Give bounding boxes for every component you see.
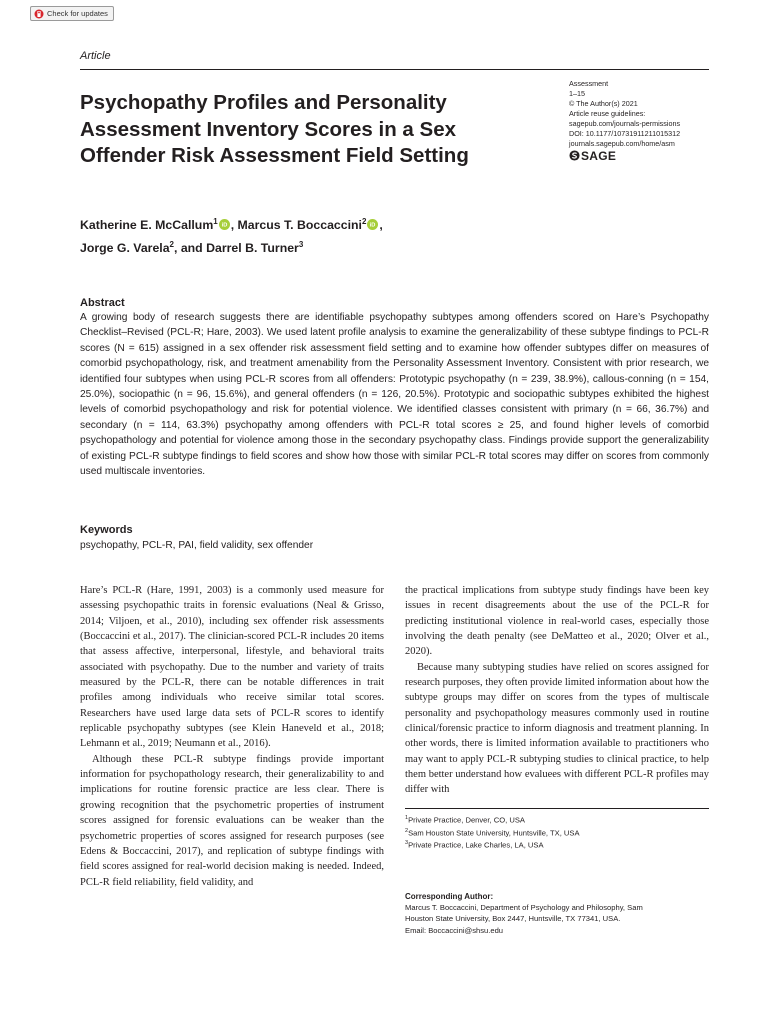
journal-name: Assessment	[569, 79, 609, 88]
body-paragraph: the practical implications from subtype study findings have been key issues in recent disagreements about the use of the PCL-R for predicting institutional violence in real-world cases, especially those involving the death penalty (see DeMatteo et al., 2020; Olver et al., 2020).	[405, 585, 709, 658]
footnote-rule	[405, 808, 709, 809]
affiliation-item	[405, 826, 709, 839]
body-column-right	[405, 583, 709, 798]
body-paragraph: Because many subtyping studies have relied on scores assigned for research purposes, they often provide limited information about how the subtype groups may differ on scores from the types of multiscale personality and psychopathology measures commonly used in routine clinical/forensic practice to inform diagnosis and treatment planning. In other words, there is limited information available to practitioners who may want to apply PCL-R subtyping studies to clinical practice, to help them better understand how evaluees with different PCL-R profiles may differ with	[405, 661, 709, 796]
orcid-icon[interactable]	[219, 219, 230, 230]
author-affiliation-sup: 1	[213, 217, 218, 226]
affiliation-item	[405, 838, 709, 851]
svg-text:iD: iD	[370, 222, 376, 229]
abstract-section	[80, 297, 709, 479]
orcid-icon[interactable]	[367, 219, 378, 230]
keywords-heading: Keywords	[80, 524, 133, 536]
keywords-text: psychopathy, PCL-R, PAI, field validity, sex offender	[80, 540, 314, 551]
body-paragraph: Hare’s PCL-R (Hare, 1991, 2003) is a commonly used measure for assessing psychopathic traits in forensic evaluations (Neal & Grisso, 2014; Viljoen, et al., 2010), including sex offender risk assessments (Boccaccini et al., 2017). The clinician-scored PCL-R includes 20 items that assess affective, interpersonal, lifestyle, and behavioral traits associated with psychopathy. Due to the number and variety of traits measured by the PCL-R, there can be notable differences in trait profiles among individuals who receive similar total scores. Researchers have used large data sets of PCL-R scores to identify replicable psychopathy subtypes (see Klein Haneveld et al., 2018; Lehmann et al., 2019; Neumann et al., 2016).	[80, 585, 384, 750]
affiliation-sup: 2	[405, 827, 409, 834]
body-paragraph: Although these PCL-R subtype findings provide important information for psychopathology research, their generalizability to and implications for routine forensic practice are less clear. There is growing recognition that the psychometric properties of instrument scores assigned for forensic evaluations can be weaker than the psychometric properties of scores assigned for research purposes (see Edens & Boccaccini, 2017), and replication of subtype findings with field scores assigned for real-world decision making is needed. Indeed, PCL-R field reliability, field validity, and	[80, 753, 384, 888]
author-list	[80, 212, 500, 258]
article-type-label: Article	[80, 50, 111, 62]
affiliation-sup: 3	[405, 840, 409, 847]
journal-homepage-link[interactable]: journals.sagepub.com/home/asm	[569, 139, 675, 148]
corresponding-author-line: Marcus T. Boccaccini, Department of Psychology and Philosophy, Sam	[405, 903, 643, 913]
author-affiliation-sup: 2	[361, 217, 367, 226]
author-name: Katherine E. McCallum	[80, 218, 214, 233]
header-rule	[80, 69, 709, 70]
sage-logo	[569, 150, 709, 161]
author-affiliation-sup: 3	[298, 240, 304, 250]
author-name: Darrel B. Turner	[206, 241, 299, 256]
affiliation-item	[405, 813, 709, 826]
corresponding-author-email[interactable]: Email: Boccaccini@shsu.edu	[405, 925, 504, 935]
doi-link[interactable]: DOI: 10.1177/10731911211015312	[569, 129, 681, 138]
corresponding-author	[405, 891, 709, 936]
author-affiliation-sup: 2	[169, 240, 174, 250]
svg-text:iD: iD	[221, 222, 228, 229]
reuse-guidelines-label: Article reuse guidelines:	[569, 109, 646, 118]
check-for-updates-button[interactable]	[30, 6, 114, 21]
check-for-updates-label: Check for updates	[47, 9, 108, 18]
abstract-text: A growing body of research suggests there are identifiable psychopathy subtypes among offenders scored on Hare’s Psychopathy Checklist–Revised (PCL-R; Hare, 2003). We used latent profile analysis to examine the generalizability of these subtype findings to PCL-R scores (N = 615) assigned in a sex offender risk assessment field setting and to examine how offender subtypes differ on measures of comorbid psychopathology, risk, and treatment amenability from the Personality Assessment Inventory. Consistent with prior research, we identified four subtypes when using PCL-R scores from all offenders: Prototypic psychopathy (n = 239, 38.9%), callous-conning (n = 154, 25.0%), sociopathic (n = 96, 15.6%), and general offenders (n = 126, 20.5%). Prototypic and sociopathic subtypes exhibited the highest levels of comorbid psychopathology and risk for potential violence. We identified classes consistent with primary (n = 66, 36.7%) and secondary (n = 114, 63.3%) psychopathy among offenders with PCL-R total scores ≥ 25, and found higher levels of comorbid psychopathology and potential for violence among those in the secondary psychopathy class. Findings provide support the generalizability of existing PCL-R subtype findings to field scores and show how those with similar PCL-R total scores may differ on scores from commonly used multiscale inventories.	[80, 312, 709, 478]
affiliation-text: Private Practice, Lake Charles, LA, USA	[408, 841, 544, 850]
sage-logo-text: SAGE	[581, 148, 617, 163]
journal-meta	[569, 79, 709, 161]
author-separator: , and	[174, 241, 207, 256]
body-column-left	[80, 583, 384, 890]
keywords-section	[80, 524, 709, 553]
abstract-heading: Abstract	[80, 297, 125, 309]
permissions-link[interactable]: sagepub.com/journals-permissions	[569, 119, 681, 128]
author-separator: ,	[379, 218, 383, 233]
affiliation-sup: 1	[405, 815, 409, 821]
affiliation-footnotes	[405, 813, 709, 851]
check-for-updates-icon	[34, 9, 44, 19]
journal-pages: 1–15	[569, 89, 585, 98]
author-separator: ,	[230, 218, 238, 233]
corresponding-author-heading: Corresponding Author:	[405, 892, 494, 901]
affiliation-text: Sam Houston State University, Huntsville, TX, USA	[408, 828, 580, 838]
corresponding-author-line: Houston State University, Box 2447, Huntsville, TX 77341, USA.	[405, 914, 621, 924]
author-name: Marcus T. Boccaccini	[237, 218, 362, 233]
copyright-line: © The Author(s) 2021	[569, 99, 638, 108]
paper-title: Psychopathy Profiles and Personality Assessment Inventory Scores in a Sex Offender Risk Assessment Field Setting	[80, 91, 469, 167]
affiliation-text: Private Practice, Denver, CO, USA	[408, 815, 525, 825]
sage-logo-icon	[569, 150, 580, 161]
author-name: Jorge G. Varela	[80, 241, 170, 256]
